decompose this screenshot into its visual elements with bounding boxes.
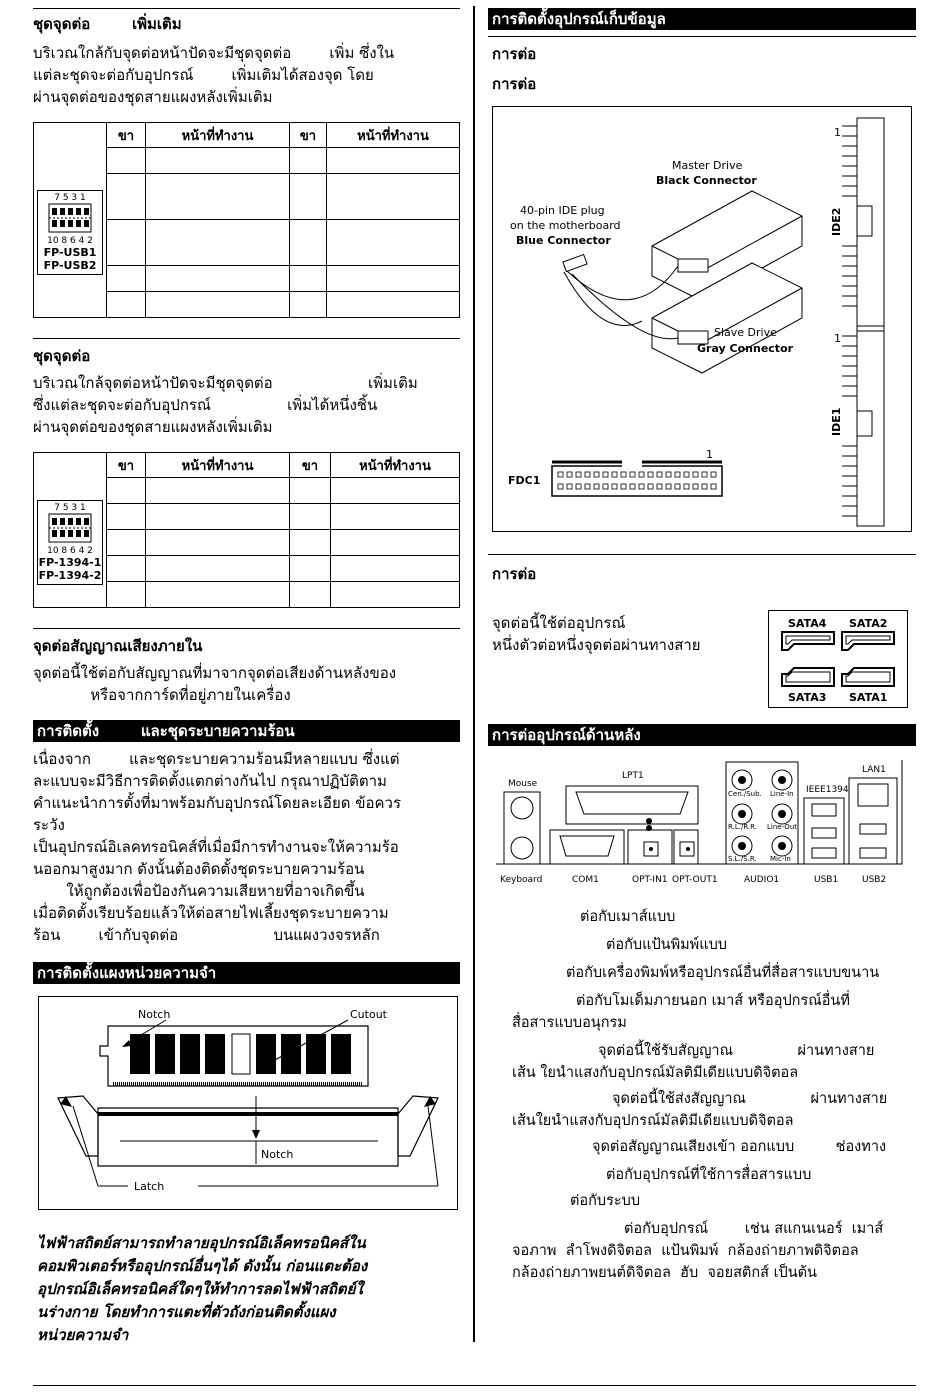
audio-line-2: หรือจากการ์ดที่อยู่ภายในเครื่อง — [33, 686, 291, 704]
slave-drive-label: Slave Drive — [714, 326, 777, 339]
lan1-label: LAN1 — [862, 765, 886, 775]
blue-connector-label: Blue Connector — [516, 234, 611, 247]
cpu-text — [33, 748, 460, 946]
lpt1-label: LPT1 — [622, 771, 644, 781]
cutout-label: Cutout — [350, 1008, 387, 1021]
mouse-label: Mouse — [508, 779, 538, 789]
cpu-line: คำแนะนำการตั้งที่มาพร้อมกับอุปกรณ์โดยละเอียด ข้อควร — [33, 794, 402, 812]
ieee-line-2: ซึ่งแต่ละชุดจะต่อกับอุปกรณ์ เพิ่มได้หนึ่งชิ้น — [33, 396, 378, 414]
audio1-label: AUDIO1 — [744, 875, 780, 885]
rear-line: สื่อสารแบบอนุกรม — [512, 1015, 627, 1031]
plug-label-1: 40-pin IDE plug — [520, 204, 605, 217]
rear-line: ต่อกับระบบ — [570, 1193, 641, 1209]
cpu-line: เมื่อติดตั้งเรียบร้อยแล้วให้ต่อสายไฟเลี้ยงชุดระบายความ — [33, 904, 389, 922]
fp-usb2-label: FP-USB2 — [43, 258, 97, 272]
cpu-line: ให้ถูกต้องเพื่อป้องกันความเสียหายที่อาจเกิดขึ้น — [33, 882, 365, 900]
header-pin: ขา — [107, 453, 146, 478]
ide1-label: IDE1 — [830, 407, 843, 436]
cen-sub-label: Cen./Sub. — [728, 790, 762, 798]
header-function: หน้าที่ทำงาน — [146, 453, 290, 478]
divider — [33, 8, 460, 9]
memory-install-diagram — [38, 996, 458, 1210]
header-function: หน้าที่ทำงาน — [327, 123, 460, 148]
usb-header-diagram — [34, 148, 107, 318]
audio-section-title: จุดต่อสัญญาณเสียงภายใน — [33, 637, 203, 655]
gray-connector-label: Gray Connector — [697, 342, 794, 355]
plug-label-2: on the motherboard — [510, 219, 621, 232]
header-function: หน้าที่ทำงาน — [146, 123, 290, 148]
sata-line-1: จุดต่อนี้ใช้ต่ออุปกรณ์ — [492, 614, 626, 632]
pin-header-icon — [48, 203, 92, 233]
sata4-label: SATA4 — [788, 617, 827, 630]
cpu-section-bar: การติดตั้ง และชุดระบายความร้อน — [33, 720, 460, 742]
header-pin: ขา — [290, 123, 327, 148]
usb-pin-table — [33, 122, 460, 318]
warning-line: ไฟฟ้าสถิตย์สามารถทำลายอุปกรณ์อิเล็คทรอนิคส์ใน — [37, 1234, 366, 1252]
rear-line: ต่อกับเครื่องพิมพ์หรืออุปกรณ์อื่นที่สื่อสารแบบขนาน — [566, 965, 880, 981]
usb-line-3: ผ่านจุดต่อของชุดสายแผงหลังเพิ่มเติม — [33, 88, 273, 106]
cpu-line: เนื่องจาก และชุดระบายความร้อนมีหลายแบบ ซึ่งแต่ — [33, 750, 400, 768]
ieee-line-3: ผ่านจุดต่อของชุดสายแผงหลังเพิ่มเติม — [33, 418, 273, 436]
com1-label: COM1 — [572, 875, 599, 885]
sata1-label: SATA1 — [849, 691, 888, 704]
cpu-line: นออกมาสูงมาก ดังนั้นต้องติดตั้งชุดระบายความร้อน — [33, 860, 365, 878]
cpu-line: ร้อน เข้ากับจุดต่อ บนแผงวงจรหลัก — [33, 926, 380, 944]
ieee-section-title: ชุดจุดต่อ — [33, 347, 91, 365]
keyboard-label: Keyboard — [500, 875, 543, 885]
master-drive-label: Master Drive — [672, 159, 743, 172]
ieee1394-label: IEEE1394 — [806, 785, 849, 795]
warning-line: หน่วยความจำ — [37, 1326, 129, 1344]
rear-line: ต่อกับอุปกรณ์ที่ใช้การสื่อสารแบบ — [606, 1167, 812, 1183]
usb2-label: USB2 — [862, 875, 887, 885]
rear-line: เส้นใยนำแสงกับอุปกรณ์มัลติมีเดียแบบดิจิตอล — [512, 1113, 794, 1129]
line-in-label: Line-In — [770, 790, 794, 798]
bottom-rule — [33, 1385, 916, 1386]
opt-in1-label: OPT-IN1 — [632, 875, 668, 885]
sl-sr-label: S.L./S.R. — [728, 855, 757, 863]
rear-line: ต่อกับเมาส์แบบ — [580, 909, 676, 925]
header-pin: ขา — [290, 453, 331, 478]
audio-line-1: จุดต่อนี้ใช้ต่อกับสัญญาณที่มาจากจุดต่อเสียงด้านหลังของ — [33, 664, 397, 682]
storage-section-bar: การติดตั้งอุปกรณ์เก็บข้อมูล — [488, 8, 916, 30]
rear-line: เส้น ใยนำแสงกับอุปกรณ์มัลติมีเดียแบบดิจิตอล — [512, 1065, 799, 1081]
sata2-label: SATA2 — [849, 617, 888, 630]
sata-section-title: การต่อ — [492, 565, 537, 583]
storage-sub-2: การต่อ — [492, 75, 537, 93]
rl-rr-label: R.L./R.R. — [728, 823, 758, 831]
notch-top-label: Notch — [138, 1008, 171, 1021]
static-warning — [37, 1232, 460, 1347]
rear-line: จุดต่อสัญญาณเสียงเข้า ออกแบบ ช่องทาง — [592, 1139, 887, 1155]
ide2-label: IDE2 — [830, 207, 843, 236]
rear-section-bar: การต่ออุปกรณ์ด้านหลัง — [488, 724, 916, 746]
column-divider — [473, 6, 475, 1342]
pin-numbers-bottom: 10 8 6 4 2 — [47, 545, 93, 556]
rear-line: ต่อกับโมเด็มภายนอก เมาส์ หรืออุปกรณ์อื่นที่ — [576, 993, 850, 1009]
ide1-pin-1: 1 — [834, 332, 841, 345]
mic-in-label: Mic-In — [770, 855, 791, 863]
fp-1394-1-label: FP-1394-1 — [38, 555, 102, 569]
line-out-label: Line-Out — [767, 823, 797, 831]
cpu-line: ละแบบจะมีวิธีการติดตั้งแตกต่างกันไป กรุณาปฏิบัติตาม — [33, 772, 387, 790]
warning-line: อุปกรณ์อิเล็คทรอนิคส์ใดๆให้ทำการลดไฟฟ้าสถิตย์ใ — [37, 1280, 363, 1298]
divider — [488, 554, 916, 555]
sata-line-2: หนึ่งตัวต่อหนึ่งจุดต่อผ่านทางสาย — [492, 636, 701, 654]
rear-line: ต่อกับอุปกรณ์ เช่น สแกนเนอร์ เมาส์ — [624, 1221, 884, 1237]
divider — [33, 338, 460, 339]
memory-section-bar: การติดตั้งแผงหน่วยความจำ — [33, 962, 460, 984]
storage-sub-1: การต่อ — [492, 45, 537, 63]
sata-connectors-diagram — [768, 610, 908, 708]
ieee-header-diagram — [34, 478, 107, 608]
notch-bottom-label: Notch — [261, 1148, 294, 1161]
rear-line: จุดต่อนี้ใช้รับสัญญาณ ผ่านทางสาย — [598, 1043, 875, 1059]
rear-line: กล้องถ่ายภาพยนต์ดิจิตอล ฮับ จอยสติกส์ เป็นต้น — [512, 1265, 817, 1281]
ide-fdc-diagram — [492, 106, 912, 532]
warning-line: นร่างกาย โดยทำการแตะที่ตัวถังก่อนติดตั้งแผง — [37, 1303, 336, 1321]
latch-label: Latch — [134, 1180, 165, 1193]
rear-line: จอภาพ ลำโพงดิจิตอล แป้นพิมพ์ กล้องถ่ายภาพดิจิตอล — [512, 1243, 859, 1259]
ieee-line-1: บริเวณใกล้จุดต่อหน้าปัดจะมีชุดจุดต่อ เพิ่มเติม — [33, 374, 418, 392]
usb-section-title: ชุดจุดต่อ เพิ่มเติม — [33, 15, 182, 33]
rear-panel-diagram — [494, 758, 910, 888]
opt-out1-label: OPT-OUT1 — [672, 875, 718, 885]
warning-line: คอมพิวเตอร์หรืออุปกรณ์อื่นๆได้ ดังนั้น ก่อนแตะต้อง — [37, 1257, 368, 1275]
divider — [33, 628, 460, 629]
usb-line-2: แต่ละชุดจะต่อกับอุปกรณ์ เพิ่มเติมได้สองจุด โดย — [33, 66, 374, 84]
usb-line-1: บริเวณใกล้กับจุดต่อหน้าปัดจะมีชุดจุดต่อ เพิ่ม ซึ่งใน — [33, 44, 395, 62]
black-connector-label: Black Connector — [656, 174, 757, 187]
header-pin: ขา — [107, 123, 146, 148]
pin-numbers-top: 7 5 3 1 — [54, 502, 86, 513]
ieee-pin-table — [33, 452, 460, 608]
rear-line: จุดต่อนี้ใช้ส่งสัญญาณ ผ่านทางสาย — [612, 1091, 888, 1107]
divider — [488, 36, 916, 37]
fdc1-label: FDC1 — [508, 474, 541, 487]
fp-usb1-label: FP-USB1 — [43, 245, 97, 259]
cpu-line: ระวัง — [33, 816, 65, 834]
fdc-pin-1: 1 — [706, 448, 713, 461]
pin-numbers-bottom: 10 8 6 4 2 — [47, 235, 93, 246]
ide2-pin-1: 1 — [834, 126, 841, 139]
usb1-label: USB1 — [814, 875, 839, 885]
header-function: หน้าที่ทำงาน — [331, 453, 460, 478]
sata3-label: SATA3 — [788, 691, 827, 704]
fp-1394-2-label: FP-1394-2 — [38, 568, 102, 582]
rear-line: ต่อกับแป้นพิมพ์แบบ — [606, 937, 727, 953]
pin-numbers-top: 7 5 3 1 — [54, 192, 86, 203]
pin-header-icon — [48, 513, 92, 543]
cpu-line: เป็นอุปกรณ์อิเลคทรอนิคส์ที่เมื่อมีการทำงานจะให้ความร้อ — [33, 838, 399, 856]
